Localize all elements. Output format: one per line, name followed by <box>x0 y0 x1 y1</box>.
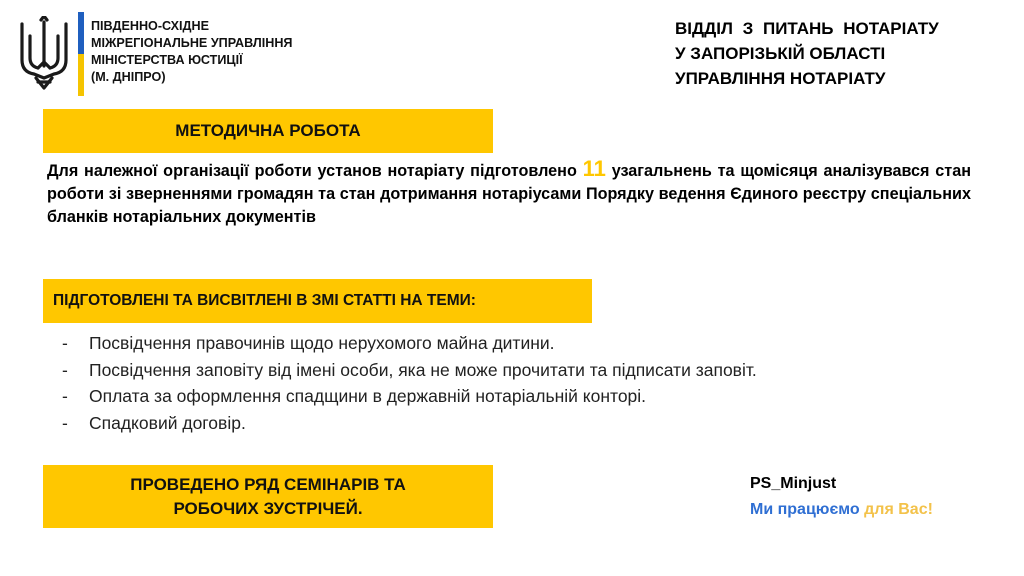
ministry-logo <box>18 12 338 98</box>
bullet-dash: - <box>62 333 68 353</box>
department-title <box>675 16 939 91</box>
seminars-heading <box>43 465 493 528</box>
slogan <box>750 497 933 523</box>
dept-line: УПРАВЛІННЯ НОТАРІАТУ <box>675 69 886 88</box>
list-item-text: Спадковий договір. <box>89 412 246 433</box>
list-item-text: Посвідчення правочинів щодо нерухомого майна дитини. <box>89 333 555 353</box>
methodical-work-paragraph <box>47 156 971 229</box>
bullet-dash: - <box>62 386 68 406</box>
dept-line: ВІДДІЛ З ПИТАНЬ НОТАРІАТУ <box>675 19 939 38</box>
section-title: МЕТОДИЧНА РОБОТА <box>175 121 361 140</box>
list-item <box>62 410 757 437</box>
media-articles-heading <box>43 279 592 323</box>
org-line: ПІВДЕННО-СХІДНЕ <box>91 19 210 33</box>
list-item <box>62 330 757 357</box>
section-title: ПІДГОТОВЛЕНІ ТА ВИСВІТЛЕНІ В ЗМІ СТАТТІ НА ТЕМИ: <box>53 292 476 309</box>
generalizations-count: 11 <box>582 156 606 181</box>
org-line: МІЖРЕГІОНАЛЬНЕ УПРАВЛІННЯ <box>91 36 293 50</box>
list-item <box>62 357 757 384</box>
dept-line: У ЗАПОРІЗЬКІЙ ОБЛАСТІ <box>675 44 886 63</box>
org-line: МІНІСТЕРСТВА ЮСТИЦІЇ <box>91 53 243 67</box>
methodical-work-heading <box>43 109 493 153</box>
list-item-text: Оплата за оформлення спадщини в державній нотаріальній конторі. <box>89 386 647 406</box>
slogan-part-blue: Ми працюємо <box>750 501 860 518</box>
article-topics-list <box>62 330 757 436</box>
paragraph-text: узагальнень та щомісяця аналізувався стан роботи зі зверненнями громадян та стан дотримання нотаріусами Порядку ведення Єдиного реєстру спеціальних бланків нотаріальних документів <box>47 162 971 226</box>
slogan-part-gold: для Вас! <box>864 501 933 518</box>
paragraph-text: Для належної організації роботи установ нотаріату підготовлено <box>47 162 577 180</box>
organization-name <box>91 18 292 86</box>
ukraine-flag-stripe <box>78 12 84 96</box>
org-line: (М. ДНІПРО) <box>91 70 166 84</box>
footer-signature <box>750 471 933 523</box>
list-item-text: Посвідчення заповіту від імені особи, яка не може прочитати та підписати заповіт. <box>89 359 757 380</box>
section-title-line: ПРОВЕДЕНО РЯД СЕМІНАРІВ ТА <box>130 474 406 494</box>
trident-icon <box>18 16 70 92</box>
bullet-dash: - <box>62 412 68 433</box>
list-item <box>62 383 757 410</box>
social-handle: PS_Minjust <box>750 475 837 492</box>
section-title-line: РОБОЧИХ ЗУСТРІЧЕЙ. <box>173 498 363 518</box>
bullet-dash: - <box>62 359 68 380</box>
